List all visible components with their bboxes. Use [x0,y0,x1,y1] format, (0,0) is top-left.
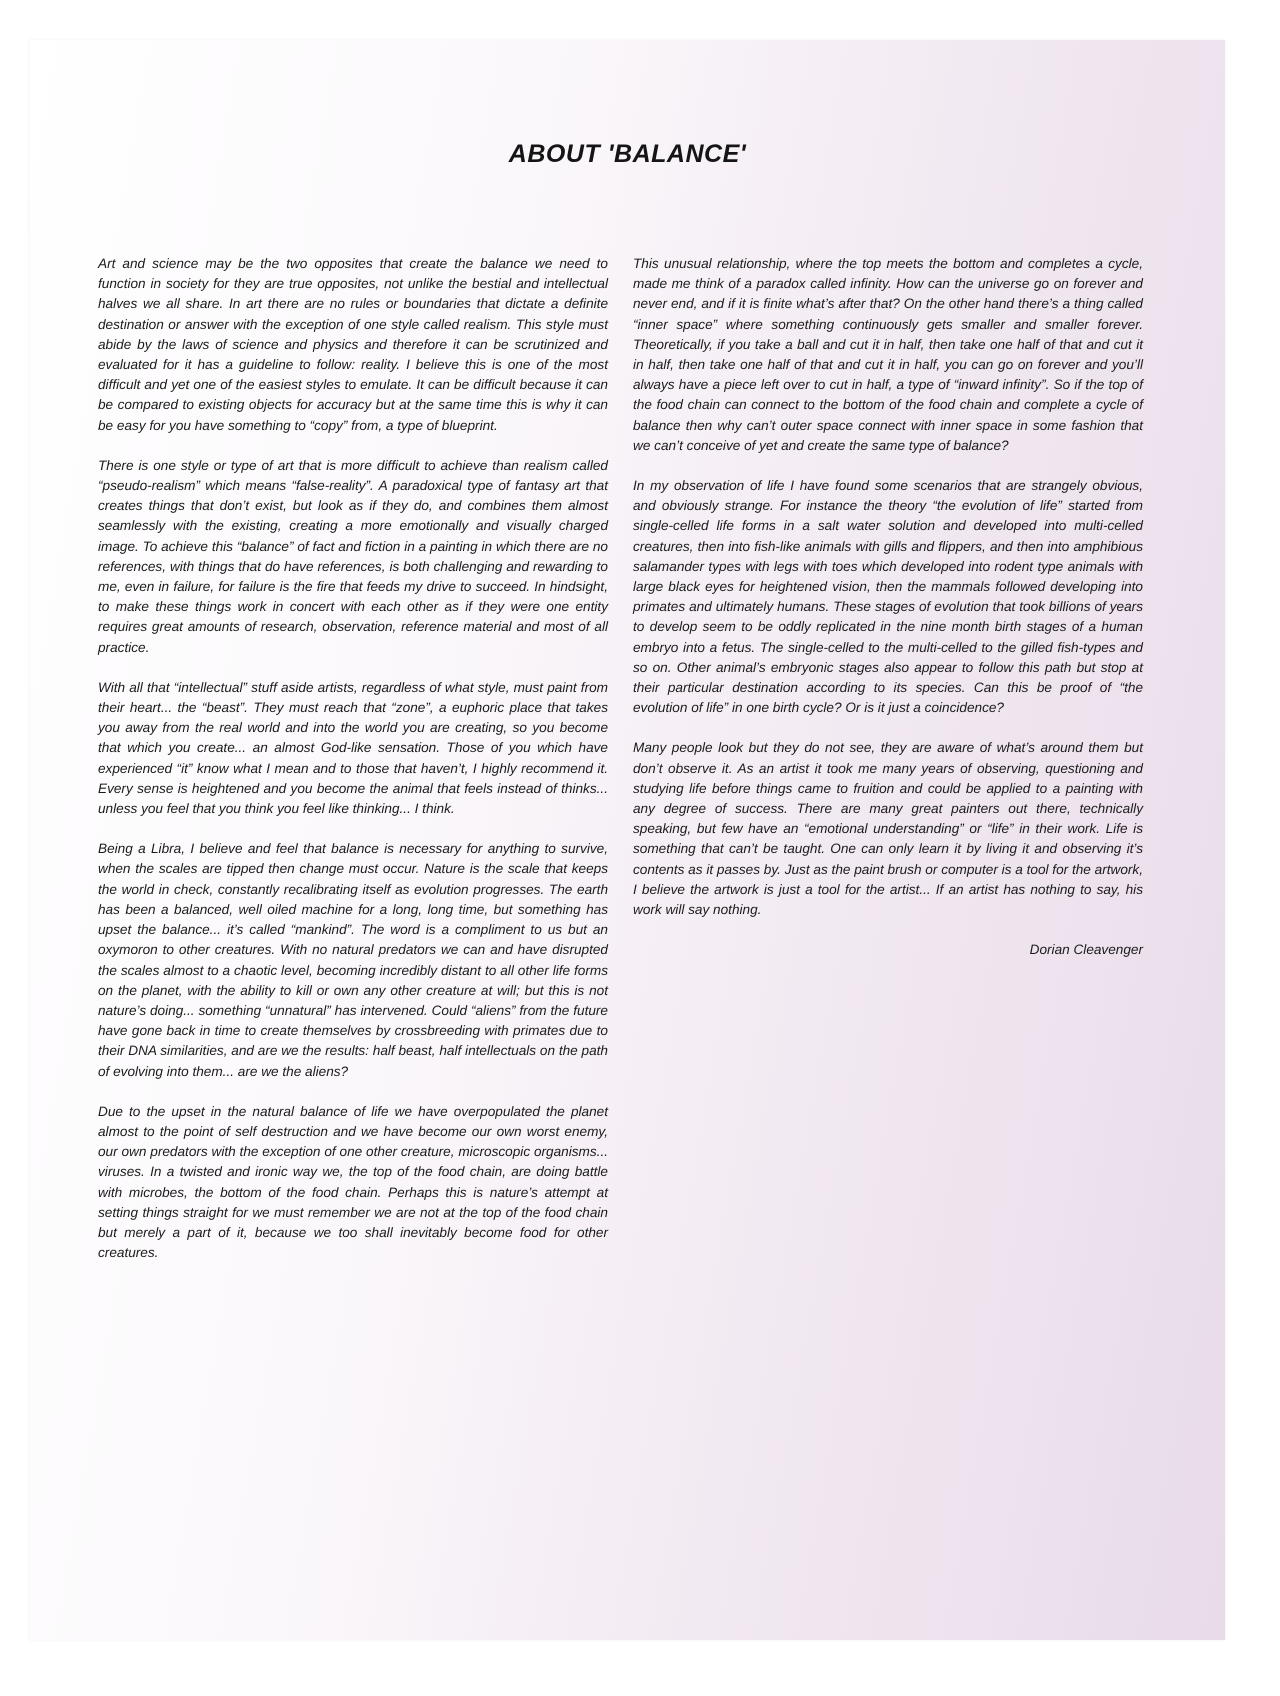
paragraph: Many people look but they do not see, they are aware of what’s around them but don’t observe it. As an artist it took me many years of observing, questioning and studying life before things came to fruition and could be applied to a painting with any degree of success. There are many great painters out there, technically speaking, but few have an “emotional understanding” or “life” in their work. Life is something that can’t be taught. One can only learn it by living it and observing it’s contents as it passes by. Just as the paint brush or computer is a tool for the artwork, I believe the artwork is just a tool for the artist... If an artist has nothing to say, his work will say nothing. [633,740,1143,918]
page-title: ABOUT 'BALANCE' [508,140,747,168]
left-column [98,254,608,1283]
paragraph: Being a Libra, I believe and feel that balance is necessary for anything to survive, when the scales are tipped then change must occur. Nature is the scale that keeps the world in check, constantly recalibrating itself as evolution progresses. The earth has been a balanced, well oiled machine for a long, long time, but something has upset the balance... it’s called “mankind”. The word is a compliment to us but an oxymoron to other creatures. With no natural predators we can and have disrupted the scales almost to a chaotic level, becoming incredibly distant to all other life forms on the planet, with the ability to kill or own any other creature at will; but this is not nature’s doing... something “unnatural” has intervened. Could “aliens” from the future have gone back in time to create themselves by crossbreeding with primates due to their DNA similarities, and are we the results: half beast, half intellectuals on the path of evolving into them... are we the aliens? [98,841,608,1079]
paragraph: This unusual relationship, where the top meets the bottom and completes a cycle, made me think of a paradox called infinity. How can the universe go on forever and never end, and if it is finite what’s after that? On the other hand there’s a thing called “inner space” where something continuously gets smaller and smaller forever. Theoretically, if you take a ball and cut it in half, then take one half of that and cut it in half, then take one half of that and cut it in half, you can go on forever and you’ll always have a piece left over to cut in half, a type of “inward infinity”. So if the top of the food chain can connect to the bottom of the food chain and complete a cycle of balance then why can’t outer space connect with inner space in some fashion that we can’t conceive of yet and create the same type of balance? [633,256,1143,453]
page [30,40,1225,1640]
paragraph: With all that “intellectual” stuff aside artists, regardless of what style, must paint from their heart... the “beast”. They must reach that “zone”, a euphoric place that takes you away from the real world and into the world you are creating, so you become that which you create... an almost God-like sensation. Those of you which have experienced “it” know what I mean and to those that haven’t, I highly recommend it. Every sense is heightened and you become the animal that feels instead of thinks... unless you feel that you think you feel like thinking... I think. [98,679,608,817]
paragraph: There is one style or type of art that is more difficult to achieve than realism called “pseudo-realism” which means “false-reality”. A paradoxical type of fantasy art that creates things that don’t exist, but look as if they do, and combines them almost seamlessly with the existing, creating a more emotionally and visually charged image. To achieve this “balance” of fact and fiction in a painting in which there are no references, with things that do have references, is both challenging and rewarding to me, even in failure, for failure is the fire that feeds my drive to succeed. In hindsight, to make these things work in concert with each other as if they were one entity requires great amounts of research, observation, reference material and most of all practice. [98,457,608,655]
right-column [633,254,1143,961]
author-signature: Dorian Cleavenger [1029,942,1143,958]
paragraph: Art and science may be the two opposites that create the balance we need to function in society for they are true opposites, not unlike the bestial and intellectual halves we all share. In art there are no rules or boundaries that dictate a definite destination or answer with the exception of one style called realism. This style must abide by the laws of science and physics and therefore it can be scrutinized and evaluated for it has a guideline to follow: reality. I believe this is one of the most difficult and yet one of the easiest styles to emulate. It can be difficult because it can be compared to existing objects for accuracy but at the same time this is why it can be easy for you have something to “copy” from, a type of blueprint. [98,256,608,433]
paragraph: In my observation of life I have found some scenarios that are strangely obvious, and obviously strange. For instance the theory “the evolution of life” started from single-celled life forms in a salt water solution and developed into multi-celled creatures, then into fish-like animals with gills and flippers, and then into amphibious salamander types with legs with toes which developed into rodent type animals with large black eyes for heightened vision, then the mammals followed developing into primates and ultimately humans. These stages of evolution that took billions of years to develop seem to be oddly replicated in the nine month birth stages of a human embryo into a fetus. The single-celled to the multi-celled to the gilled fish-types and so on. Other animal’s embryonic stages also appear to follow this path but stop at their particular destination according to its species. Can this be proof of “the evolution of life” in one birth cycle? Or is it just a coincidence? [633,478,1143,716]
paragraph: Due to the upset in the natural balance of life we have overpopulated the planet almost to the point of self destruction and we have become our own worst enemy, our own predators with the exception of one other creature, microscopic organisms... viruses. In a twisted and ironic way we, the top of the food chain, are doing battle with microbes, the bottom of the food chain. Perhaps this is nature’s attempt at setting things straight for we must remember we are not at the top of the food chain but merely a part of it, because we too shall inevitably become food for other creatures. [98,1103,608,1261]
